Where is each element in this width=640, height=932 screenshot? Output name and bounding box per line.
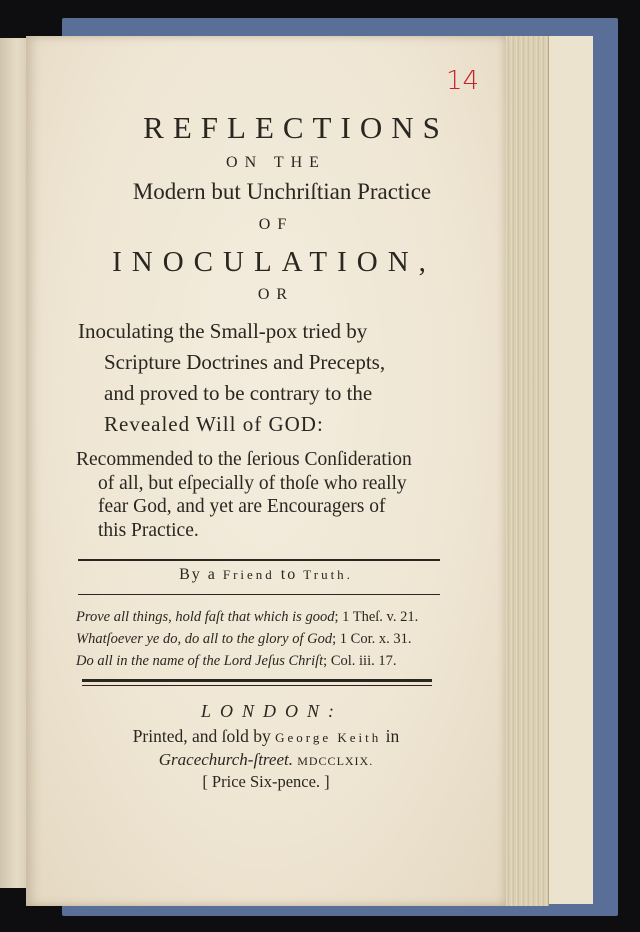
recommendation-line: Recommended to the ſerious Conſideration [76,449,412,470]
quote-line [76,650,466,672]
author-truth: Truth. [303,567,353,582]
imprint-in: in [385,726,400,746]
page-number-annotation: 14 [446,66,480,96]
imprint-printer-line [26,726,506,747]
quote-line [76,628,466,650]
quote-line [76,606,466,628]
imprint-printed: Printed, and ſold by [132,726,271,746]
quote-text: Do all in the name of the Lord Jeſus Chriſt [76,653,324,669]
imprint-street: Gracechurch-ſtreet. [158,750,293,769]
author-line [26,566,506,584]
imprint-price: [ Price Six-pence. ] [202,772,330,791]
quote-ref: ; 1 Theſ. v. 21. [334,609,419,625]
title-of: OF [258,216,294,233]
recommendation-block [76,448,466,542]
author-by: By a [179,566,217,583]
subtitle-line: Scripture Doctrines and Precepts, [104,350,386,374]
subtitle-block [78,316,458,440]
quote-text: Prove all things, hold faſt that which is good [76,609,335,625]
scripture-quotes [76,606,466,672]
recommendation-line: this Practice. [98,519,199,541]
recommendation-line: fear God, and yet are Encouragers of [98,496,386,517]
title-inoculation: INOCULATION, [112,246,436,278]
double-rule-top [82,679,432,682]
facing-page-edge [0,38,28,888]
subtitle-line: Inoculating the Small-pox tried by [78,319,368,343]
subtitle-line: and proved to be contrary to the [104,381,373,405]
title-on-the: ON THE [226,154,326,171]
quote-ref: ; 1 Cor. x. 31. [332,631,412,647]
author-friend: Friend [222,567,275,582]
divider-rule [78,594,440,595]
double-rule-bottom [82,685,432,686]
imprint-address-line [26,750,506,770]
title-practice: Modern but Unchriſtian Practice [132,179,432,204]
quote-text: Whatſoever ye do, do all to the glory of God [76,631,333,647]
imprint-printer: George Keith [275,730,382,745]
imprint-city: LONDON: [200,701,343,721]
title-or: OR [257,286,295,303]
imprint-year: MDCCLXIX. [297,754,374,768]
divider-rule [78,559,440,561]
quote-ref: ; Col. iii. 17. [323,653,397,669]
recommendation-line: of all, but eſpecially of thoſe who really [98,472,407,494]
title-page [26,36,506,906]
author-to: to [280,566,298,583]
title-reflections: REFLECTIONS [143,110,449,145]
subtitle-line: Revealed Will of GOD: [104,412,324,436]
